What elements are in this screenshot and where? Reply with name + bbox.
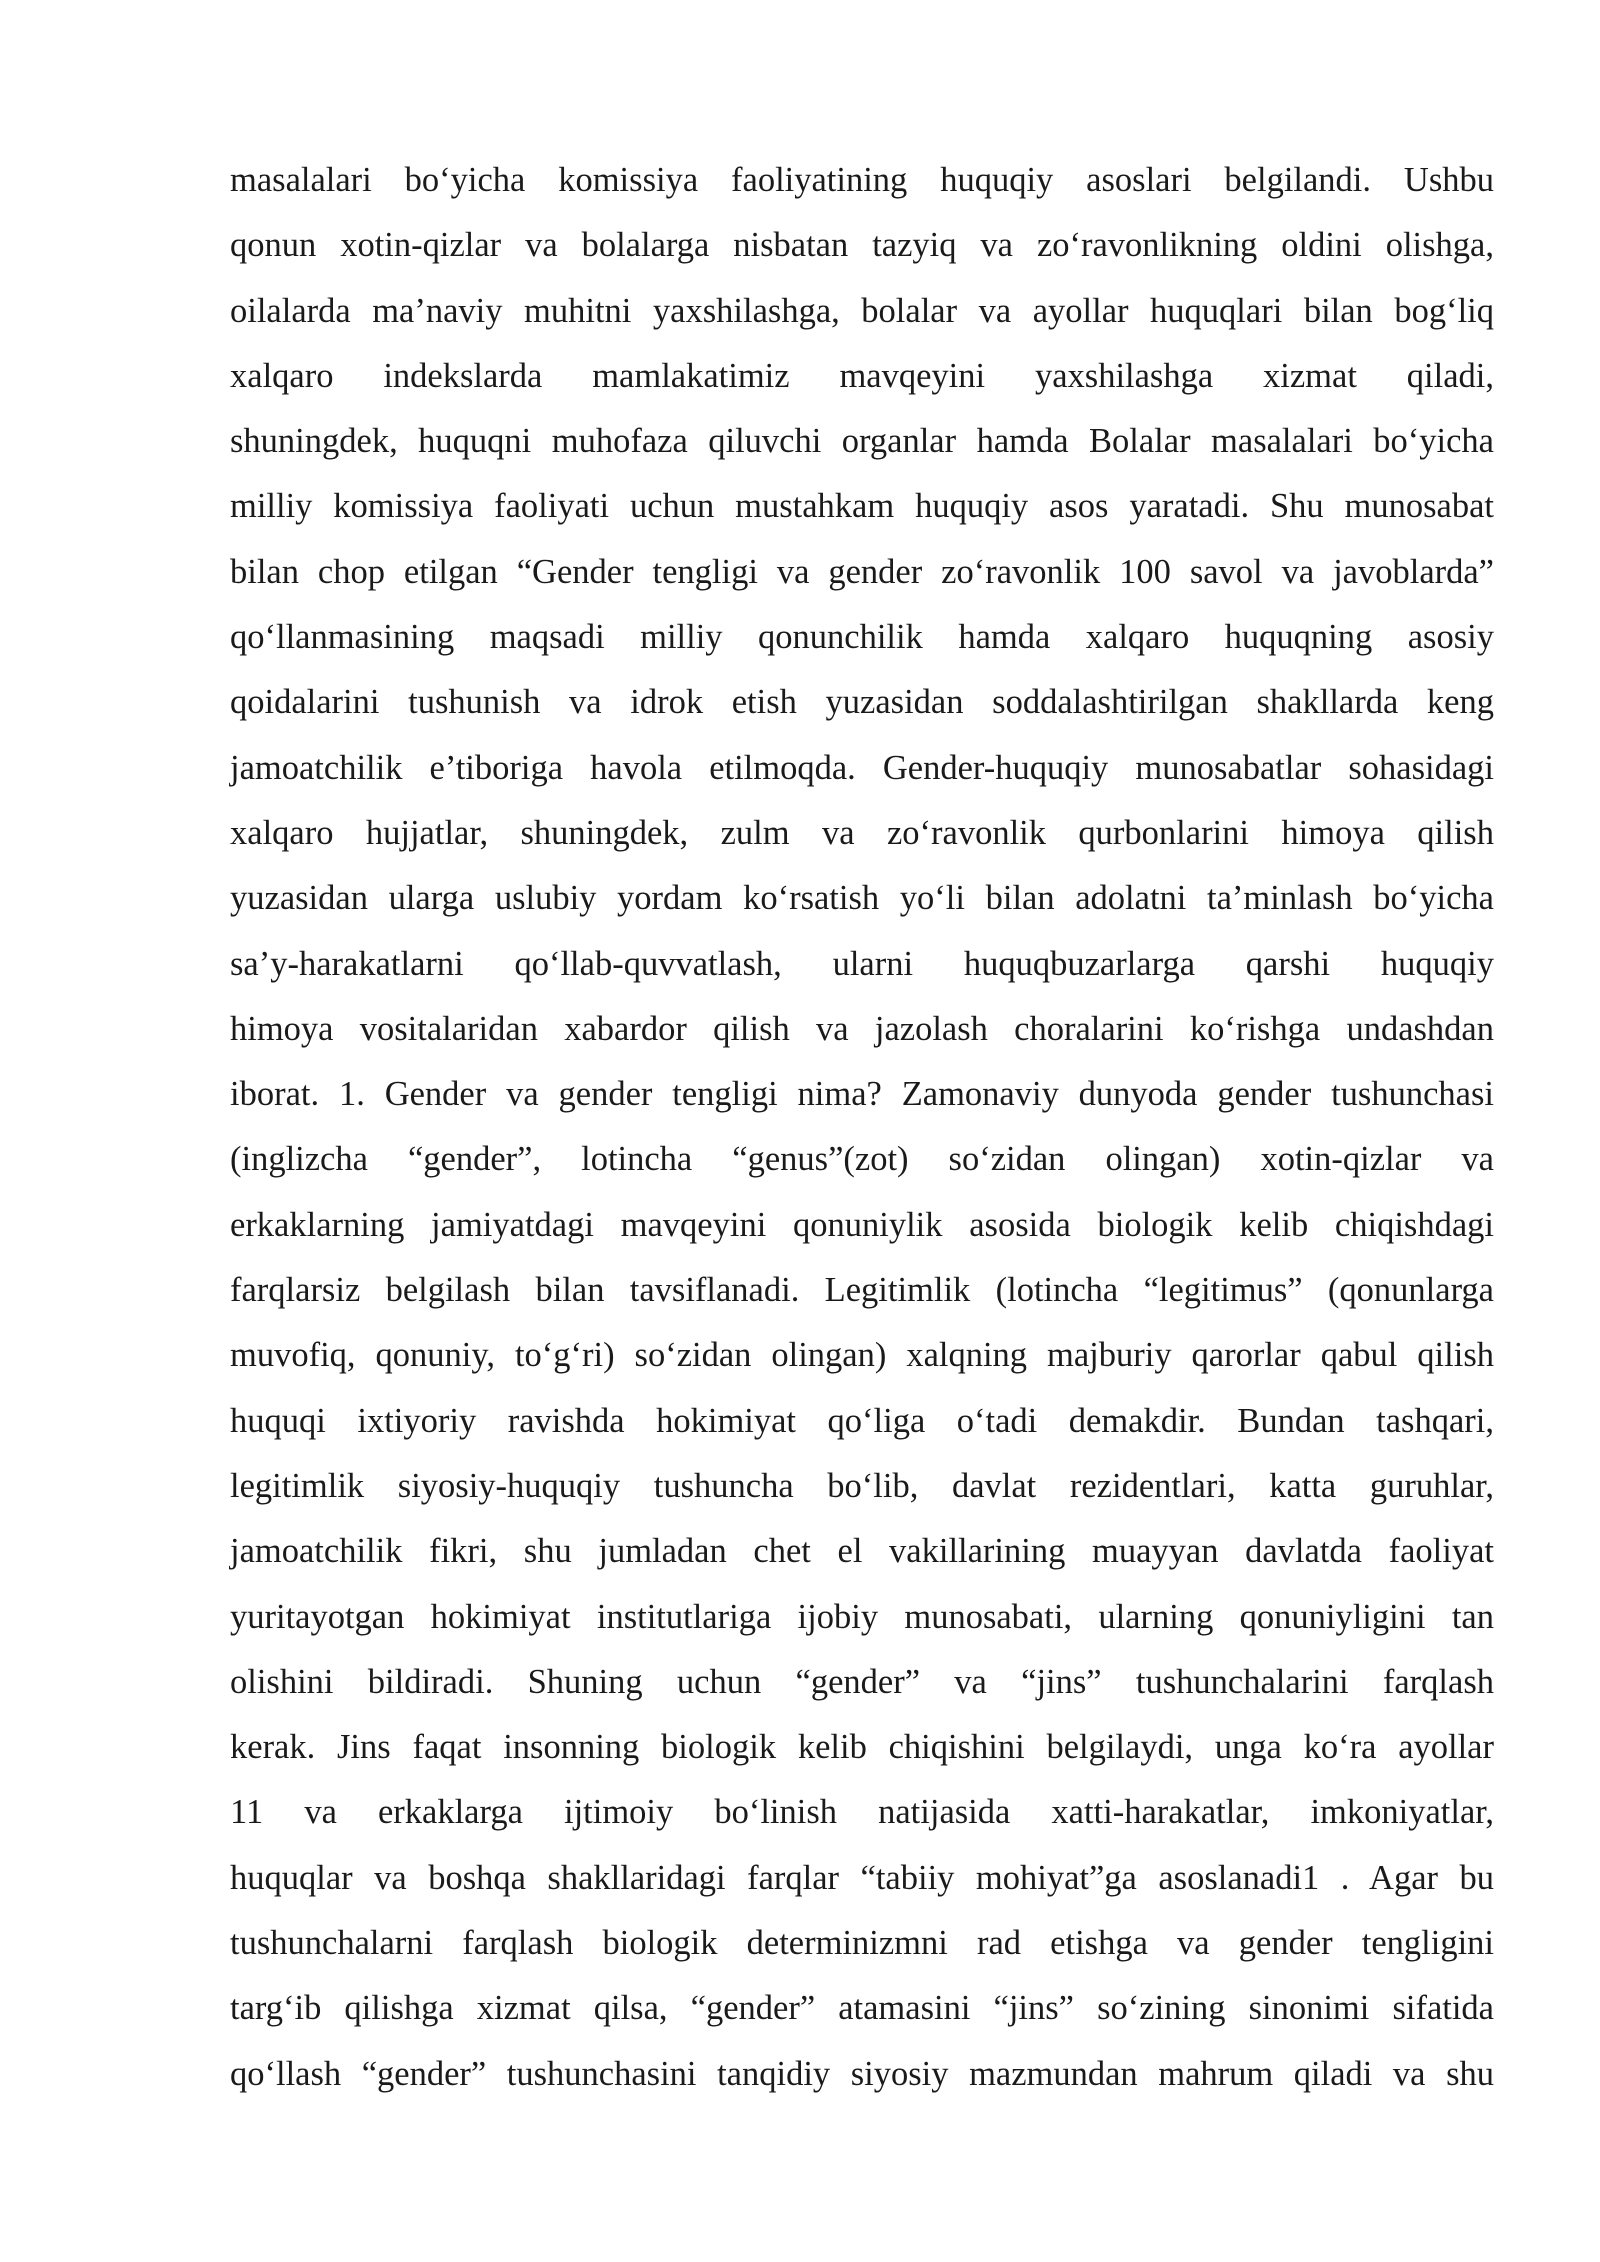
- text-line-30: qo‘llash “gender” tushunchasini tanqidiy siyosiy mazmundan mahrum qiladi va shu: [230, 2054, 1494, 2093]
- text-line-28: tushunchalarni farqlash biologik determinizmni rad etishga va gender tengligini: [230, 1924, 1494, 1963]
- text-line-4: xalqaro indekslarda mamlakatimiz mavqeyini yaxshilashga xizmat qiladi,: [230, 356, 1494, 395]
- text-line-21: legitimlik siyosiy-huquqiy tushuncha bo‘lib, davlat rezidentlari, katta guruhlar,: [230, 1466, 1494, 1505]
- text-line-24: olishini bildiradi. Shuning uchun “gender” va “jins” tushunchalarini farqlash: [230, 1662, 1494, 1701]
- text-line-19: muvofiq, qonuniy, to‘g‘ri) so‘zidan olingan) xalqning majburiy qarorlar qabul qilish: [230, 1336, 1494, 1375]
- text-line-5: shuningdek, huquqni muhofaza qiluvchi organlar hamda Bolalar masalalari bo‘yicha: [230, 422, 1494, 461]
- text-line-7: bilan chop etilgan “Gender tengligi va gender zo‘ravonlik 100 savol va javoblarda”: [230, 552, 1494, 591]
- text-line-17: erkaklarning jamiyatdagi mavqeyini qonuniylik asosida biologik kelib chiqishdagi: [230, 1205, 1494, 1244]
- text-line-1: masalalari bo‘yicha komissiya faoliyatining huquqiy asoslari belgilandi. Ushbu: [230, 161, 1494, 199]
- text-line-2: qonun xotin-qizlar va bolalarga nisbatan tazyiq va zo‘ravonlikning oldini olishga,: [230, 226, 1494, 265]
- text-line-15: iborat. 1. Gender va gender tengligi nima? Zamonaviy dunyoda gender tushunchasi: [230, 1075, 1494, 1114]
- text-line-12: yuzasidan ularga uslubiy yordam ko‘rsatish yo‘li bilan adolatni ta’minlash bo‘yicha: [230, 879, 1494, 918]
- text-line-8: qo‘llanmasining maqsadi milliy qonunchilik hamda xalqaro huquqning asosiy: [230, 618, 1494, 657]
- text-line-25: kerak. Jins faqat insonning biologik kelib chiqishini belgilaydi, unga ko‘ra ayollar: [230, 1728, 1494, 1767]
- text-line-29: targ‘ib qilishga xizmat qilsa, “gender” atamasini “jins” so‘zining sinonimi sifatida: [230, 1989, 1494, 2028]
- text-line-23: yuritayotgan hokimiyat institutlariga ijobiy munosabati, ularning qonuniyligini tan: [230, 1597, 1494, 1636]
- text-line-10: jamoatchilik e’tiboriga havola etilmoqda. Gender-huquqiy munosabatlar sohasidagi: [230, 748, 1494, 787]
- text-line-27: huquqlar va boshqa shakllaridagi farqlar “tabiiy mohiyat”ga asoslanadi1 . Agar bu: [230, 1858, 1494, 1897]
- text-line-20: huquqi ixtiyoriy ravishda hokimiyat qo‘liga o‘tadi demakdir. Bundan tashqari,: [230, 1401, 1494, 1440]
- text-line-6: milliy komissiya faoliyati uchun mustahkam huquqiy asos yaratadi. Shu munosabat: [230, 487, 1494, 526]
- body-text: [230, 148, 1494, 2107]
- text-line-9: qoidalarini tushunish va idrok etish yuzasidan soddalashtirilgan shakllarda keng: [230, 683, 1494, 722]
- text-line-18: farqlarsiz belgilash bilan tavsiflanadi. Legitimlik (lotincha “legitimus” (qonunlarga: [230, 1271, 1494, 1310]
- text-line-26: 11 va erkaklarga ijtimoiy bo‘linish natijasida xatti-harakatlar, imkoniyatlar,: [230, 1793, 1494, 1832]
- text-line-14: himoya vositalaridan xabardor qilish va jazolash choralarini ko‘rishga undashdan: [230, 1009, 1494, 1048]
- text-line-11: xalqaro hujjatlar, shuningdek, zulm va zo‘ravonlik qurbonlarini himoya qilish: [230, 813, 1494, 852]
- text-line-3: oilalarda ma’naviy muhitni yaxshilashga, bolalar va ayollar huquqlari bilan bog‘liq: [230, 291, 1494, 330]
- text-line-22: jamoatchilik fikri, shu jumladan chet el vakillarining muayyan davlatda faoliyat: [230, 1532, 1494, 1571]
- text-line-13: sa’y-harakatlarni qo‘llab-quvvatlash, ularni huquqbuzarlarga qarshi huquqiy: [230, 944, 1494, 983]
- text-line-16: (inglizcha “gender”, lotincha “genus”(zot) so‘zidan olingan) xotin-qizlar va: [230, 1140, 1494, 1179]
